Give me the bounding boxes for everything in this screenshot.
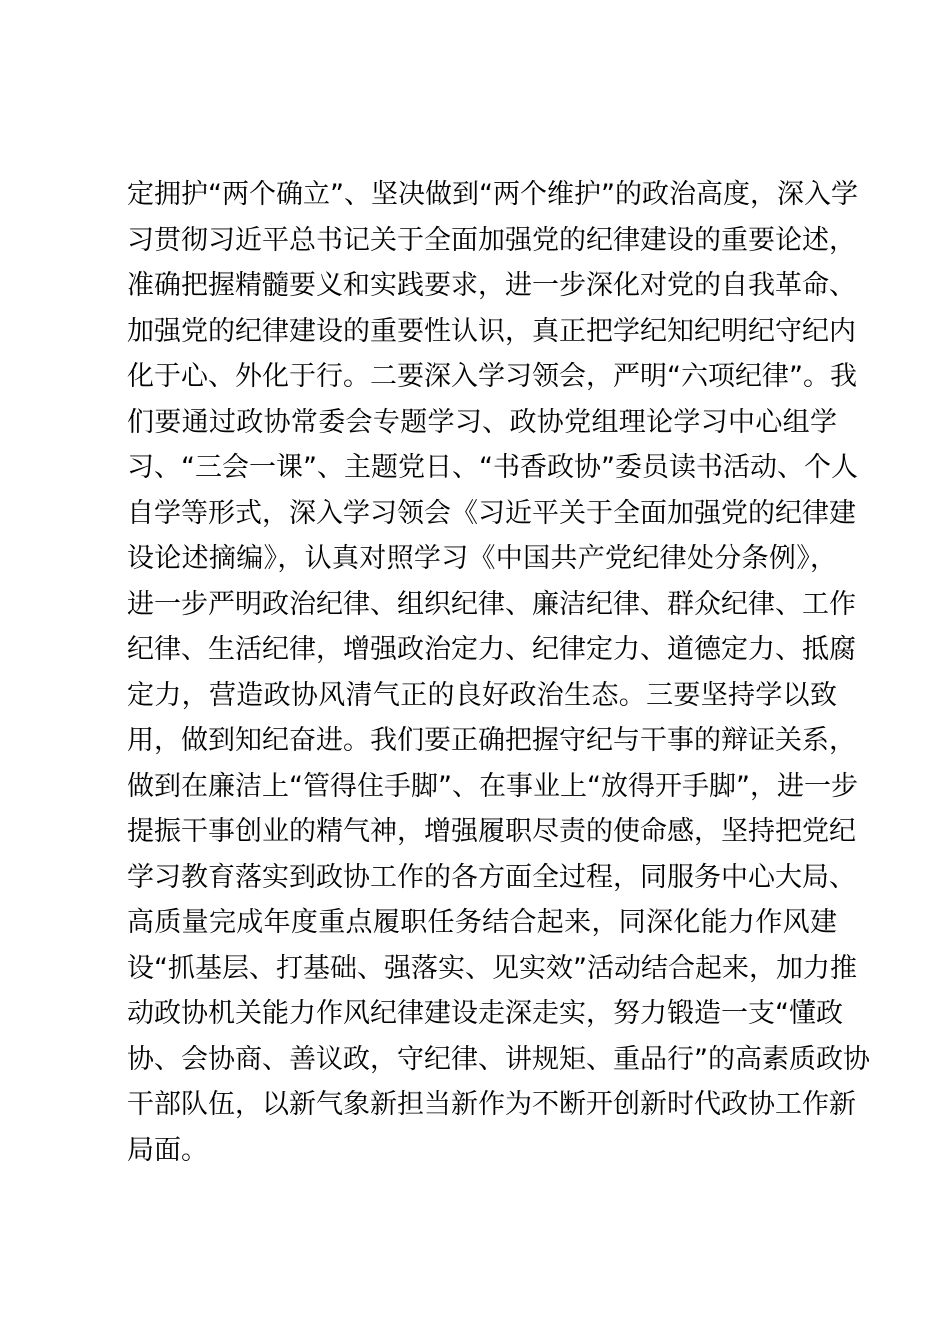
text-line-13: 用，做到知纪奋进。我们要正确把握守纪与干事的辩证关系，: [127, 725, 856, 756]
text-line-8: 自学等形式，深入学习领会《习近平关于全面加强党的纪律建: [127, 497, 856, 529]
text-line-11: 纪律、生活纪律，增强政治定力、纪律定力、道德定力、抵腐: [127, 634, 856, 665]
text-line-20: 协、会协商、善议政，守纪律、讲规矩、重品行”的高素质政协: [127, 1043, 870, 1075]
text-line-16: 学习教育落实到政协工作的各方面全过程，同服务中心大局、: [127, 861, 856, 893]
text-line-1: 定拥护“两个确立”、坚决做到“两个维护”的政治高度，深入学: [127, 179, 858, 210]
text-line-22: 局面。: [127, 1134, 208, 1166]
text-line-12: 定力，营造政协风清气正的良好政治生态。三要坚持学以致: [127, 679, 837, 711]
text-line-5: 化于心、外化于行。二要深入学习领会，严明“六项纪律”。我: [127, 361, 857, 392]
text-line-19: 动政协机关能力作风纪律建设走深走实，努力锻造一支“懂政: [127, 998, 843, 1029]
text-line-17: 高质量完成年度重点履职任务结合起来，同深化能力作风建: [127, 907, 837, 938]
text-line-7: 习、“三会一课”、主题党日、“书香政协”委员读书活动、个人: [127, 452, 858, 483]
text-line-14: 做到在廉洁上“管得住手脚”、在事业上“放得开手脚”，进一步: [127, 770, 858, 802]
text-line-10: 进一步严明政治纪律、组织纪律、廉洁纪律、群众纪律、工作: [127, 588, 856, 620]
text-line-9: 设论述摘编》，认真对照学习《中国共产党纪律处分条例》，: [127, 543, 837, 574]
text-line-15: 提振干事创业的精气神，增强履职尽责的使命感，坚持把党纪: [127, 816, 856, 847]
text-line-4: 加强党的纪律建设的重要性认识，真正把学纪知纪明纪守纪内: [127, 315, 856, 347]
text-line-6: 们要通过政协常委会专题学习、政协党组理论学习中心组学: [127, 406, 837, 438]
text-line-18: 设“抓基层、打基础、强落实、见实效”活动结合起来，加力推: [127, 952, 857, 984]
text-line-2: 习贯彻习近平总书记关于全面加强党的纪律建设的重要论述，: [127, 224, 856, 256]
text-line-21: 干部队伍，以新气象新担当新作为不断开创新时代政协工作新: [127, 1089, 856, 1120]
text-line-3: 准确把握精髓要义和实践要求，进一步深化对党的自我革命、: [127, 270, 856, 301]
body-paragraph: [127, 172, 870, 1173]
